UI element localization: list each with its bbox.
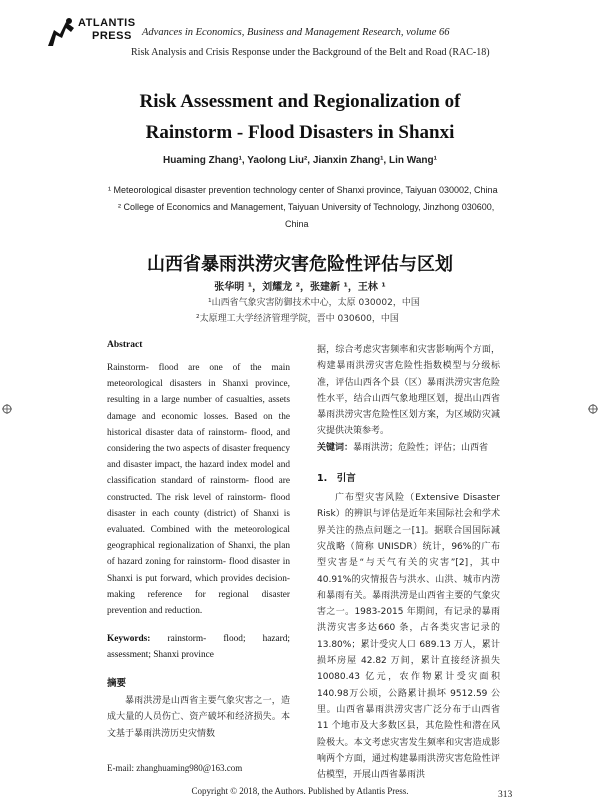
paper-title [40, 86, 560, 148]
atlantis-press-logo-icon [44, 16, 82, 48]
chinese-title: 山西省暴雨洪涝灾害危险性评估与区划 [147, 254, 453, 275]
keywords-text: rainstorm- flood; hazard; assessment; Shanxi province [107, 634, 290, 661]
abstract-heading: Abstract [107, 340, 143, 350]
publisher-logo-text [78, 17, 136, 43]
left-column [107, 340, 290, 742]
chinese-keywords [317, 440, 500, 456]
crop-mark-left-icon [2, 404, 12, 414]
journal-title: Advances in Economics, Business and Management Research, volume 66 [142, 27, 450, 38]
copyright-notice: Copyright © 2018, the Authors. Published by Atlantis Press. [191, 786, 409, 796]
chinese-abstract-text-right: 据，综合考虑灾害频率和灾害影响两个方面，构建暴雨洪涝灾害危险性指数模型与分级标准，评估山西各个县（区）暴雨洪涝灾害危险性水平，结合山西气象地理区划，提出山西省暴雨洪涝灾害危险性区划方案，为区域防灾减灾提供决策参考。 [317, 345, 500, 437]
author-list: Huaming Zhang¹, Yaolong Liu², Jianxin Zhang¹, Lin Wang¹ [163, 155, 437, 166]
chinese-keywords-label: 关键词： [317, 442, 354, 453]
affiliation-1: ¹ Meteorological disaster prevention technology center of Shanxi province, Taiyuan 030002, China [108, 185, 498, 195]
logo-line1: ATLANTIS [78, 17, 136, 29]
keywords [107, 631, 290, 663]
introduction-heading: 1. 引言 [317, 473, 356, 485]
chinese-abstract-heading: 摘要 [107, 678, 127, 690]
chinese-affiliation-1: ¹山西省气象灾害防御技术中心，太原 030002，中国 [208, 298, 420, 308]
page-number: 313 [498, 790, 513, 800]
chinese-abstract-text-left: 暴雨洪涝是山西省主要气象灾害之一，造成大量的人员伤亡、资产破坏和经济损失。本文基于暴雨洪涝历史灾情数 [107, 696, 290, 739]
right-column [317, 342, 500, 783]
crop-mark-right-icon [588, 404, 598, 414]
keywords-label: Keywords: [107, 634, 151, 645]
affiliation-2: ² College of Economics and Management, Taiyuan University of Technology, Jinzhong 030600, [118, 202, 495, 212]
chinese-keywords-text: 暴雨洪涝；危险性；评估；山西省 [353, 442, 489, 453]
chinese-affiliation-2: ²太原理工大学经济管理学院，晋中 030600，中国 [196, 314, 399, 324]
affiliation-2-continued: China [285, 219, 309, 229]
title-line-1: Risk Assessment and Regionalization of [139, 91, 461, 112]
chinese-author-list: 张华明 ¹，刘耀龙 ²，张建新 ¹，王林 ¹ [214, 282, 386, 293]
abstract-text: Rainstorm- flood are one of the main meteorological disasters in Shanxi province, resulting in a large number of casualties, assets damage and economic losses. Based on the historical disaster data of rainstorm- flood, and considering the two aspects of disaster frequency and disaster impact, the hazard index model and classification standard of rainstorm- flood are constructed. The risk level of rainstorm- flood disaster in each county (district) of Shanxi is evaluated. Combined with the meteorological geographical regionalization of Shanxi, the plan of hazard zoning for rainstorm- flood disaster in Shanxi is put forward, which provides decision-making reference for regional disaster prevention and reduction. [107, 363, 290, 617]
introduction-text: 广布型灾害风险（Extensive Disaster Risk）的辨识与评估是近年来国际社会和学术界关注的热点问题之一[1]。据联合国国际减灾战略（简称 UNISDR）统计，96%的广布型灾害是“与天气有关的灾害”[2]，其中 40.91%的灾情报告与洪水、山洪、城市内涝和暴雨有关。暴雨洪涝是山西省主要的气象灾害之一。1983-2015 年期间，有记录的暴雨洪涝灾害多达660 条，占各类灾害记录的 13.80%；累计受灾人口 689.13 万人，累计损坏房屋 42.82 万间，累计直接经济损失 10080.43 亿元，农作物累计受灾面积 140.98万公顷，公路累计损坏 9512.59 公里。山西省暴雨洪涝灾害广泛分布于山西省 11 个地市及大多数区县，其危险性和潜在风险极大。本文考虑灾害发生频率和灾害造成影响两个方面，通过构建暴雨洪涝灾害危险性评估模型，开展山西省暴雨洪 [317, 493, 500, 781]
title-line-2: Rainstorm - Flood Disasters in Shanxi [145, 122, 455, 143]
corresponding-email: E-mail: zhanghuaming980@163.com [107, 763, 243, 773]
conference-series: Risk Analysis and Crisis Response under the Background of the Belt and Road (RAC-18) [131, 47, 490, 58]
logo-line2: PRESS [92, 30, 132, 42]
